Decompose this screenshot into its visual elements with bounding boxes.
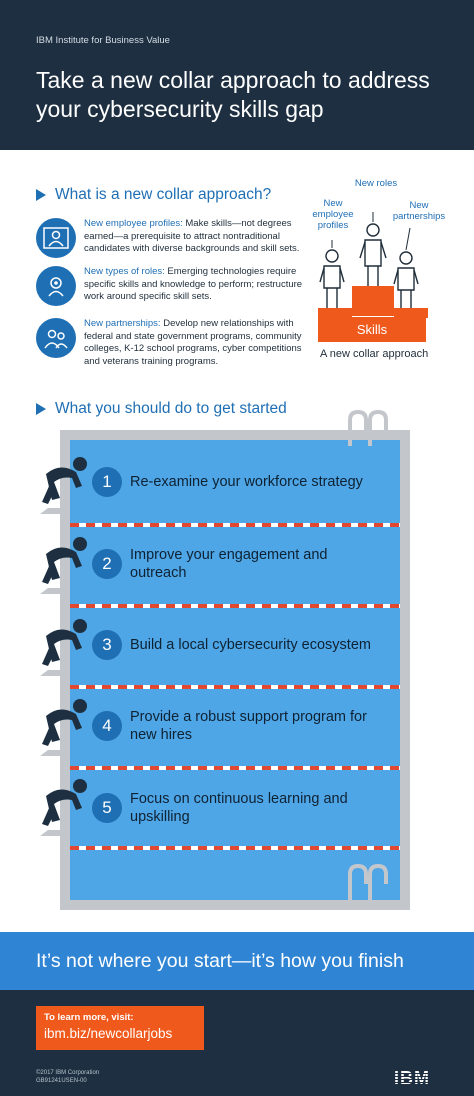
pool-water [70, 440, 400, 900]
item-body: Develop new relationships with federal and state government programs, community colleges, K-12 school programs, cyber competitions and veterans training programs. [84, 318, 302, 367]
step-5 [92, 790, 350, 826]
pool-ladder-top-icon [344, 408, 392, 448]
copyright-text: ©2017 IBM Corporation [36, 1070, 100, 1076]
pool-ladder-bottom-icon [344, 862, 392, 902]
step-text: Build a local cybersecurity ecosystem [130, 637, 371, 653]
document-id: GB91241USEN-00 [36, 1078, 87, 1084]
step-number: 2 [92, 549, 122, 579]
section-heading-text: What is a new collar approach? [55, 186, 272, 203]
page-title: Take a new collar approach to address your cybersecurity skills gap [36, 67, 430, 122]
lane-divider [70, 685, 400, 689]
lane-divider [70, 604, 400, 608]
step-text: Re-examine your workforce strategy [130, 474, 363, 490]
play-triangle-icon [36, 403, 46, 415]
employee-profile-icon [36, 218, 76, 258]
swimmer-icon [36, 452, 96, 518]
swimmer-icon [36, 532, 96, 598]
lane-divider [70, 766, 400, 770]
step-4 [92, 708, 380, 744]
new-collar-item-employee-profiles [36, 218, 306, 258]
learn-more-label: To learn more, visit: [44, 1012, 134, 1023]
swimmer-icon [36, 614, 96, 680]
step-text: Focus on continuous learning and upskilling [130, 791, 348, 825]
header-banner [0, 0, 474, 150]
step-number: 3 [92, 630, 122, 660]
copyright-block [36, 1069, 99, 1085]
partnerships-people-icon [36, 318, 76, 358]
learn-more-url[interactable]: ibm.biz/newcollarjobs [44, 1026, 173, 1041]
step-number: 1 [92, 467, 122, 497]
item-lead: New employee profiles: [84, 218, 183, 229]
step-text: Improve your engagement and outreach [130, 547, 328, 581]
step-1 [92, 467, 400, 497]
item-body: Emerging technologies require specific skills and knowledge to perform; restructure work around specific skill sets. [84, 266, 303, 302]
brand-name: IBM Institute for Business Value [36, 35, 170, 46]
section-heading-text: What you should do to get started [55, 400, 287, 417]
item-lead: New types of roles: [84, 266, 165, 277]
new-collar-item-text [84, 318, 306, 368]
section-heading-get-started [36, 400, 287, 418]
swimmer-icon [36, 774, 96, 840]
section-heading-new-collar [36, 186, 271, 204]
lane-divider [70, 523, 400, 527]
new-collar-item-text [84, 218, 306, 258]
skills-base: Skills [318, 317, 426, 342]
new-collar-item-text [84, 266, 306, 306]
step-number: 5 [92, 793, 122, 823]
podium-caption: A new collar approach [320, 348, 429, 360]
item-body: Make skills—not degrees earned—a prerequisite to attract nontraditional candidates with diverse backgrounds and skill sets. [84, 218, 300, 254]
ibm-logo: IBM [394, 1068, 430, 1088]
podium-figures-illustration [310, 210, 450, 318]
new-collar-item-partnerships [36, 318, 306, 368]
finish-banner: It’s not where you start—it’s how you finish [0, 932, 474, 990]
learn-more-link[interactable] [36, 1006, 204, 1050]
step-3 [92, 630, 400, 660]
item-lead: New partnerships: [84, 318, 161, 329]
swimmer-icon [36, 694, 96, 760]
play-triangle-icon [36, 189, 46, 201]
new-collar-item-roles [36, 266, 306, 306]
roles-gear-icon [36, 266, 76, 306]
podium-label-new-roles: New roles [354, 178, 398, 189]
podium-label-employee-profiles: New employee profiles [312, 198, 354, 231]
step-number: 4 [92, 711, 122, 741]
podium-label-partnerships: New partnerships [392, 200, 446, 222]
step-2 [92, 546, 330, 582]
step-text: Provide a robust support program for new hires [130, 709, 367, 743]
lane-divider [70, 846, 400, 850]
